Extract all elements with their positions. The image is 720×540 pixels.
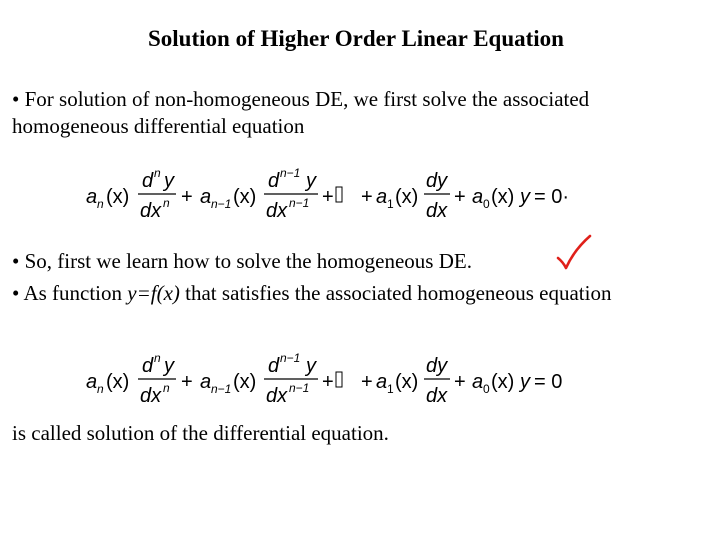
arg-x-3: (x) bbox=[395, 186, 419, 208]
coef-a-0: a bbox=[472, 186, 484, 208]
sub-1: 1 bbox=[387, 382, 394, 396]
plus-1: + bbox=[181, 186, 193, 208]
num-y: y bbox=[164, 170, 174, 192]
num-d-2: d bbox=[268, 355, 280, 377]
sub-n: n bbox=[97, 382, 104, 396]
slide-title: Solution of Higher Order Linear Equation bbox=[148, 26, 564, 51]
num-dy: dy bbox=[426, 355, 448, 377]
sub-0: 0 bbox=[483, 382, 490, 396]
num-dy: dy bbox=[426, 170, 448, 192]
arg-x: (x) bbox=[106, 186, 130, 208]
plus-3: + bbox=[361, 186, 373, 208]
plus-3: + bbox=[361, 371, 373, 393]
den-dx-2: dx bbox=[266, 200, 288, 222]
arg-x-3: (x) bbox=[395, 371, 419, 393]
equation-2 bbox=[80, 350, 600, 410]
coef-a-n1: a bbox=[200, 371, 212, 393]
plus-1: + bbox=[181, 371, 193, 393]
equation-1 bbox=[80, 165, 600, 225]
bullet-nonhomogeneous: • For solution of non-homogeneous DE, we first solve the associated homogeneous differential equation bbox=[12, 87, 590, 138]
den-n1: n−1 bbox=[289, 196, 310, 210]
plus-2: + bbox=[322, 186, 334, 208]
den-n1: n−1 bbox=[289, 381, 310, 395]
coef-a-0: a bbox=[472, 371, 484, 393]
num-y-2: y bbox=[306, 355, 316, 377]
arg-x: (x) bbox=[106, 371, 130, 393]
num-d-2: d bbox=[268, 170, 280, 192]
arg-x-4: (x) bbox=[491, 371, 515, 393]
num-n: n bbox=[154, 166, 161, 180]
equation-2-svg bbox=[80, 350, 600, 410]
sub-0: 0 bbox=[483, 197, 490, 211]
den-n: n bbox=[163, 196, 170, 210]
den-dx: dx bbox=[140, 200, 162, 222]
bullet-learn-homogeneous: • So, first we learn how to solve the homogeneous DE. bbox=[12, 249, 472, 273]
coef-a-n: a bbox=[86, 371, 98, 393]
bullet3-variable: y=f(x) bbox=[127, 281, 180, 305]
bullet3-prefix: • As function bbox=[12, 281, 128, 305]
den-dx-3: dx bbox=[426, 385, 448, 407]
sub-1: 1 bbox=[387, 197, 394, 211]
placeholder-box bbox=[336, 372, 342, 387]
den-dx-2: dx bbox=[266, 385, 288, 407]
num-n: n bbox=[154, 351, 161, 365]
checkmark-icon bbox=[556, 232, 592, 272]
rhs-1: = 0· bbox=[534, 186, 570, 208]
num-d: d bbox=[142, 355, 154, 377]
arg-x-2: (x) bbox=[233, 371, 257, 393]
num-d: d bbox=[142, 170, 154, 192]
sub-n1: n−1 bbox=[211, 197, 232, 211]
closing-statement: is called solution of the differential equation. bbox=[12, 421, 389, 445]
placeholder-box bbox=[336, 187, 342, 202]
rhs-2: = 0 bbox=[534, 371, 563, 393]
bullet3-suffix: that satisfies the associated homogeneous equation bbox=[179, 281, 612, 305]
plus-2: + bbox=[322, 371, 334, 393]
coef-a-n1: a bbox=[200, 186, 212, 208]
equation-1-svg bbox=[80, 165, 600, 225]
num-n1: n−1 bbox=[280, 166, 301, 180]
den-dx-3: dx bbox=[426, 200, 448, 222]
num-y: y bbox=[164, 355, 174, 377]
plus-4: + bbox=[454, 186, 466, 208]
sub-n: n bbox=[97, 197, 104, 211]
bullet-function-definition bbox=[12, 280, 611, 307]
sub-n1: n−1 bbox=[211, 382, 232, 396]
num-n1: n−1 bbox=[280, 351, 301, 365]
term-y: y bbox=[520, 371, 530, 393]
den-n: n bbox=[163, 381, 170, 395]
coef-a-1: a bbox=[376, 371, 388, 393]
plus-4: + bbox=[454, 371, 466, 393]
den-dx: dx bbox=[140, 385, 162, 407]
arg-x-4: (x) bbox=[491, 186, 515, 208]
term-y: y bbox=[520, 186, 530, 208]
num-y-2: y bbox=[306, 170, 316, 192]
coef-a-1: a bbox=[376, 186, 388, 208]
coef-a-n: a bbox=[86, 186, 98, 208]
arg-x-2: (x) bbox=[233, 186, 257, 208]
